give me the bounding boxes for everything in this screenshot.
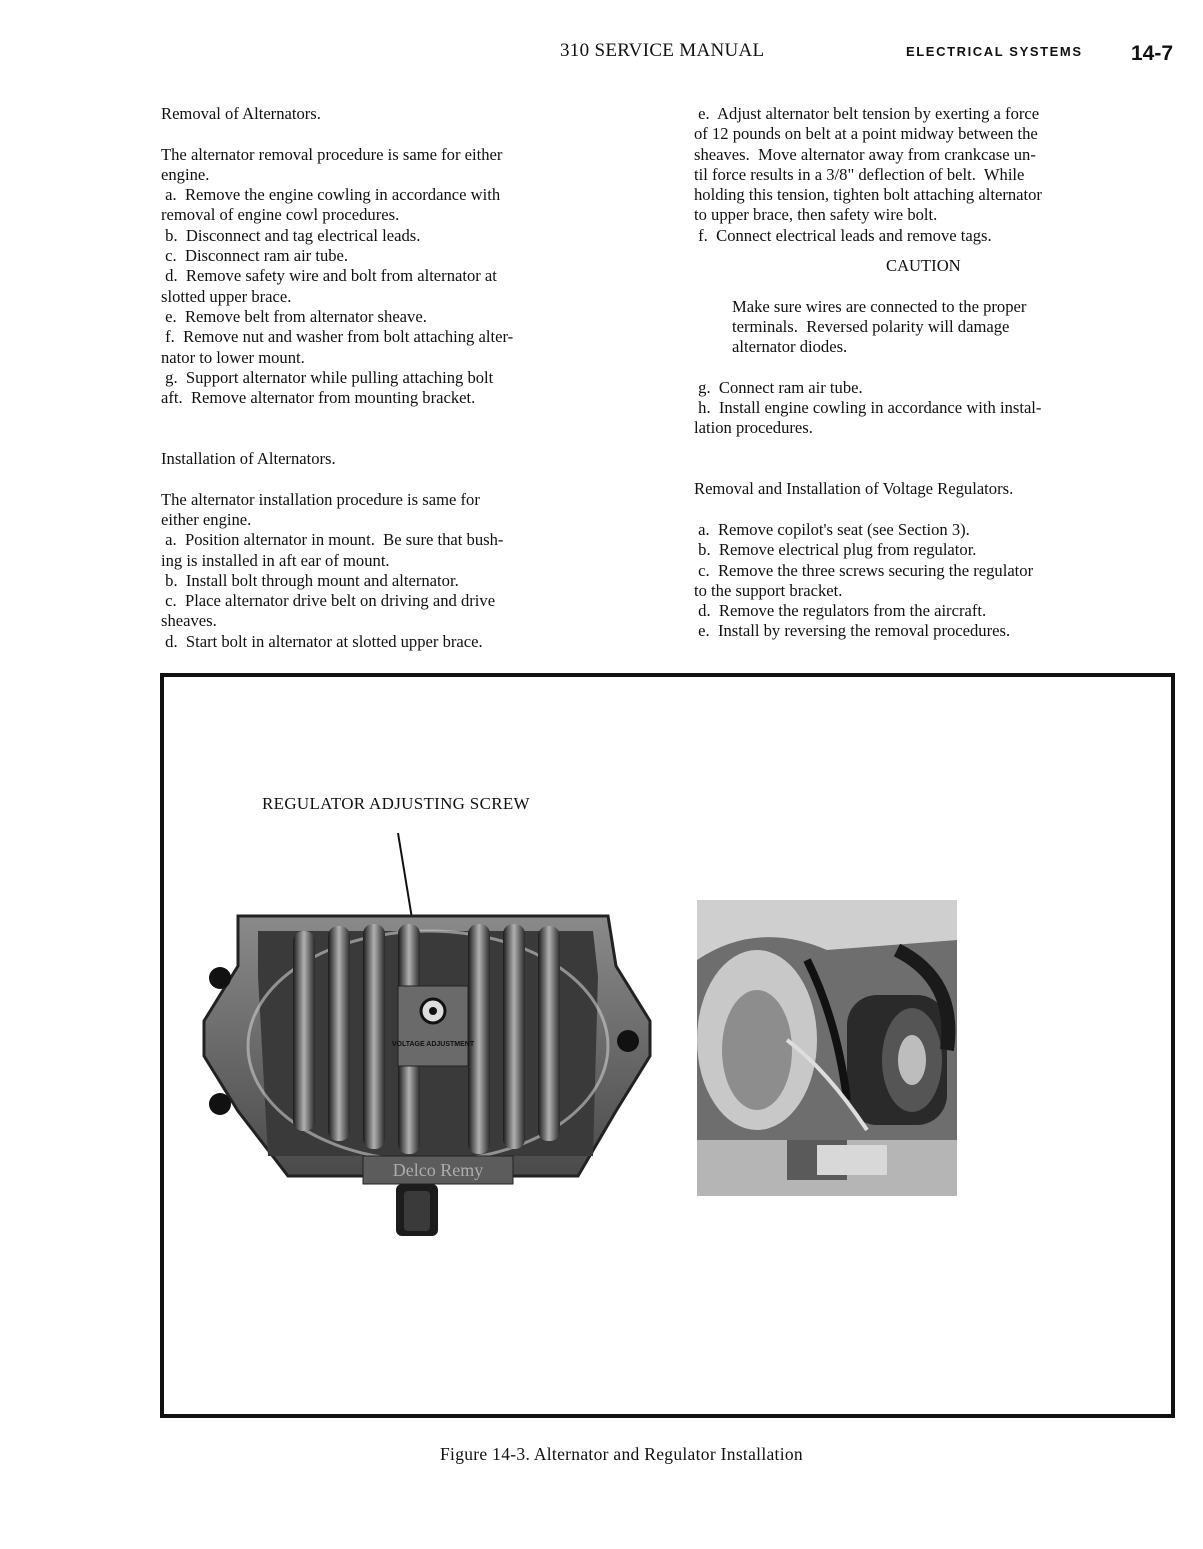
voltage-line: to the support bracket.: [694, 580, 843, 600]
figure-caption: Figure 14-3. Alternator and Regulator Installation: [440, 1444, 803, 1464]
installation-heading: Installation of Alternators.: [161, 449, 336, 469]
page-number: 14-7: [1131, 42, 1174, 65]
caution-line: alternator diodes.: [732, 337, 848, 357]
removal-heading: Removal of Alternators.: [161, 104, 321, 123]
removal-line: nator to lower mount.: [161, 347, 305, 367]
manual-title: 310 SERVICE MANUAL: [560, 40, 765, 61]
voltage-line: a. Remove copilot's seat (see Section 3).: [694, 519, 970, 539]
install-step-line: f. Connect electrical leads and remove tags.: [694, 225, 992, 245]
voltage-line: e. Install by reversing the removal procedures.: [694, 621, 1011, 641]
removal-line: b. Disconnect and tag electrical leads.: [161, 225, 421, 245]
removal-line: e. Remove belt from alternator sheave.: [161, 306, 427, 326]
removal-line: removal of engine cowl procedures.: [161, 205, 400, 225]
caution-heading: CAUTION: [886, 256, 961, 276]
voltage-line: d. Remove the regulators from the aircraft.: [694, 601, 987, 621]
section-title: ELECTRICAL SYSTEMS: [906, 44, 1083, 59]
voltage-regulator-photo: [198, 906, 658, 1241]
install-line: The alternator installation procedure is same for: [161, 489, 480, 509]
alternator-installation-photo: [697, 900, 957, 1196]
removal-line: engine.: [161, 164, 210, 184]
install-step-line: g. Connect ram air tube.: [694, 377, 863, 397]
caution-line: Make sure wires are connected to the proper: [732, 296, 1027, 316]
install-step-line: til force results in a 3/8" deflection of belt. While: [694, 164, 1025, 184]
removal-line: aft. Remove alternator from mounting bracket.: [161, 388, 476, 408]
removal-line: d. Remove safety wire and bolt from alternator at: [161, 266, 497, 286]
install-line: a. Position alternator in mount. Be sure that bush-: [161, 530, 504, 550]
install-step-line: to upper brace, then safety wire bolt.: [694, 205, 938, 225]
caution-line: terminals. Reversed polarity will damage: [732, 316, 1010, 336]
voltage-regulator-heading: Removal and Installation of Voltage Regulators.: [694, 479, 1014, 499]
install-line: b. Install bolt through mount and alternator.: [161, 570, 459, 590]
install-step-line: e. Adjust alternator belt tension by exerting a force: [694, 104, 1040, 123]
removal-line: c. Disconnect ram air tube.: [161, 246, 349, 266]
install-step-line: holding this tension, tighten bolt attaching alternator: [694, 185, 1042, 205]
install-step-line: sheaves. Move alternator away from crankcase un-: [694, 144, 1036, 164]
install-line: ing is installed in aft ear of mount.: [161, 550, 390, 570]
install-line: c. Place alternator drive belt on driving and drive: [161, 591, 496, 611]
install-line: d. Start bolt in alternator at slotted upper brace.: [161, 631, 483, 651]
removal-line: f. Remove nut and washer from bolt attaching alter-: [161, 327, 514, 347]
voltage-line: c. Remove the three screws securing the regulator: [694, 560, 1034, 580]
regulator-stamp-text: VOLTAGE ADJUSTMENT: [391, 1041, 475, 1048]
install-step-line: of 12 pounds on belt at a point midway between the: [694, 124, 1038, 144]
removal-line: The alternator removal procedure is same for either: [161, 144, 503, 164]
voltage-line: b. Remove electrical plug from regulator.: [694, 540, 977, 560]
install-line: either engine.: [161, 509, 252, 529]
regulator-callout-label: REGULATOR ADJUSTING SCREW: [262, 794, 530, 813]
removal-line: slotted upper brace.: [161, 286, 292, 306]
install-step-line: lation procedures.: [694, 418, 813, 438]
install-line: sheaves.: [161, 611, 217, 631]
removal-line: g. Support alternator while pulling attaching bolt: [161, 367, 494, 387]
regulator-brand-text: Delco Remy: [392, 1160, 484, 1180]
install-step-line: h. Install engine cowling in accordance with instal-: [694, 398, 1042, 418]
removal-line: a. Remove the engine cowling in accordance with: [161, 185, 501, 205]
